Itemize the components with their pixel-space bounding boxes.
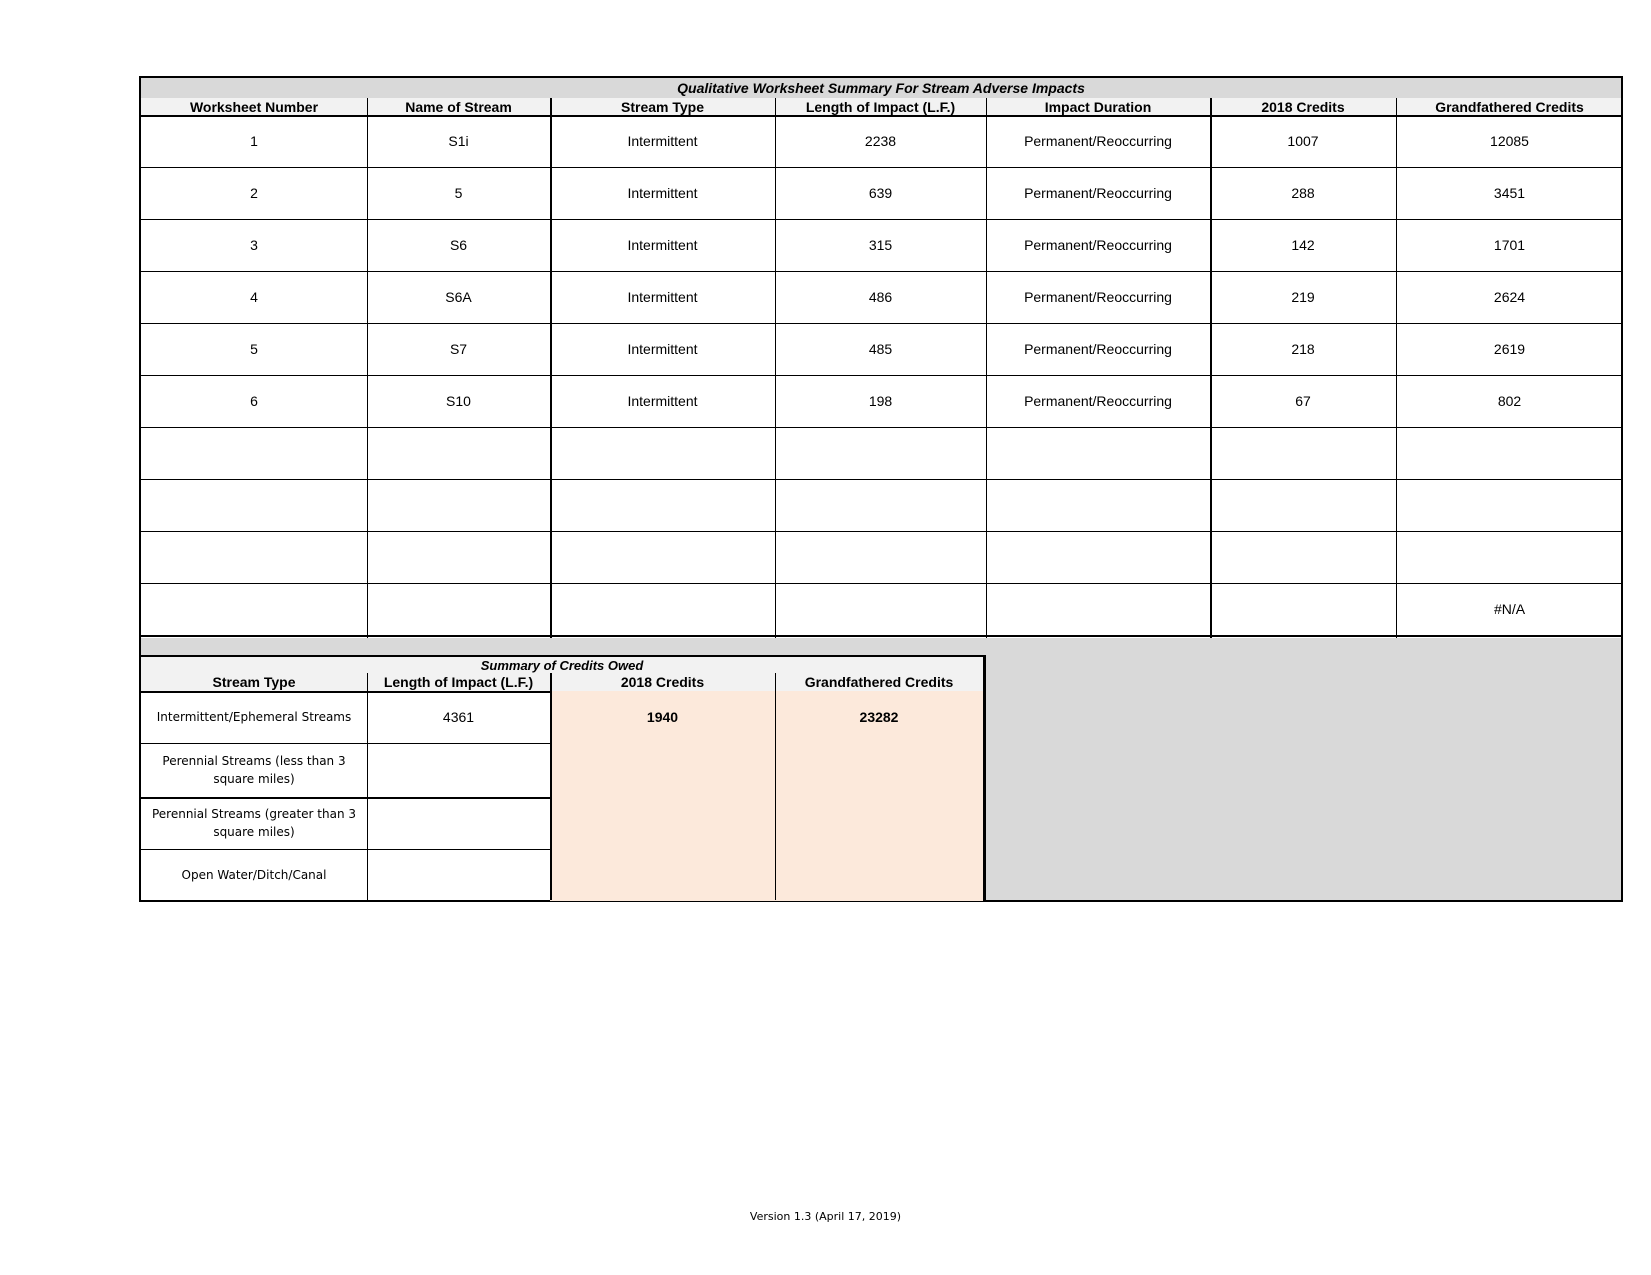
cell-grandfathered-credits <box>1396 427 1623 479</box>
header-name-of-stream: Name of Stream <box>405 98 512 115</box>
summary-cell-length: 4361 <box>442 709 475 725</box>
summary-row <box>141 849 983 901</box>
table-row <box>141 219 1621 271</box>
summary-cell-stream-type: Perennial Streams (greater than 3 square miles) <box>151 807 357 839</box>
header-stream-type: Stream Type <box>621 98 704 115</box>
cell-name-of-stream <box>367 427 550 479</box>
table-row <box>141 167 1621 219</box>
cell-name-of-stream <box>367 531 550 583</box>
cell-impact-duration <box>986 479 1210 531</box>
cell-worksheet-number: 4 <box>250 289 258 305</box>
summary-cell-grandfathered-credits <box>775 797 983 849</box>
cell-name-of-stream: S10 <box>446 393 471 409</box>
cell-impact-duration: Permanent/Reoccurring <box>1024 289 1172 305</box>
cell-length-of-impact <box>775 427 986 479</box>
cell-stream-type: Intermittent <box>627 237 698 253</box>
cell-grandfathered-credits: 3451 <box>1493 185 1526 201</box>
summary-cell-stream-type: Perennial Streams (less than 3 square miles) <box>162 754 346 786</box>
cell-grandfathered-credits <box>1396 531 1623 583</box>
cell-impact-duration: Permanent/Reoccurring <box>1024 393 1172 409</box>
cell-length-of-impact: 198 <box>868 393 893 409</box>
cell-length-of-impact: 315 <box>868 237 893 253</box>
summary-row <box>141 691 983 743</box>
cell-grandfathered-credits: 2619 <box>1493 341 1526 357</box>
header-length-of-impact: Length of Impact (L.F.) <box>805 98 956 115</box>
summary-cell-grandfathered-credits <box>775 849 983 901</box>
cell-length-of-impact <box>775 531 986 583</box>
summary-cell-length <box>367 849 550 901</box>
cell-name-of-stream: S6 <box>449 237 468 253</box>
table-row <box>141 115 1621 167</box>
cell-2018-credits: 67 <box>1295 393 1311 409</box>
cell-grandfathered-credits: 1701 <box>1493 237 1526 253</box>
cell-2018-credits <box>1210 531 1396 583</box>
summary-cell-2018-credits <box>550 743 775 797</box>
cell-stream-type <box>550 427 775 479</box>
cell-grandfathered-credits: 2624 <box>1493 289 1526 305</box>
cell-2018-credits <box>1210 479 1396 531</box>
table-row <box>141 271 1621 323</box>
cell-2018-credits <box>1210 427 1396 479</box>
cell-worksheet-number: 5 <box>250 341 258 357</box>
cell-2018-credits: 1007 <box>1287 133 1319 149</box>
table-header-row <box>141 98 1621 115</box>
summary-header-grandfathered: Grandfathered Credits <box>804 674 954 690</box>
table-row <box>141 479 1621 531</box>
cell-length-of-impact: 485 <box>868 341 893 357</box>
cell-grandfathered-credits: #N/A <box>1493 601 1526 617</box>
summary-cell-length <box>367 743 550 797</box>
cell-worksheet-number <box>141 479 367 531</box>
cell-stream-type <box>550 479 775 531</box>
cell-impact-duration: Permanent/Reoccurring <box>1024 341 1172 357</box>
cell-worksheet-number: 1 <box>250 133 258 149</box>
summary-cell-grandfathered-credits <box>775 743 983 797</box>
cell-grandfathered-credits <box>1396 479 1623 531</box>
header-worksheet-number: Worksheet Number <box>189 98 319 115</box>
cell-worksheet-number: 6 <box>250 393 258 409</box>
header-impact-duration: Impact Duration <box>1044 98 1152 115</box>
cell-impact-duration <box>986 427 1210 479</box>
summary-cell-2018-credits: 1940 <box>550 691 775 743</box>
header-2018-credits: 2018 Credits <box>1261 98 1345 115</box>
cell-worksheet-number: 2 <box>250 185 258 201</box>
cell-worksheet-number <box>141 427 367 479</box>
header-grandfathered-credits: Grandfathered Credits <box>1435 98 1584 115</box>
cell-length-of-impact: 2238 <box>864 133 897 149</box>
cell-name-of-stream: S1i <box>448 133 469 149</box>
worksheet-summary-table <box>139 76 1623 902</box>
summary-cell-2018-credits <box>550 797 775 849</box>
version-footer: Version 1.3 (April 17, 2019) <box>749 1210 902 1223</box>
cell-stream-type: Intermittent <box>627 133 698 149</box>
summary-cell-2018-credits <box>550 849 775 901</box>
cell-impact-duration: Permanent/Reoccurring <box>1024 133 1172 149</box>
cell-grandfathered-credits: 12085 <box>1490 133 1529 149</box>
cell-impact-duration <box>986 583 1210 635</box>
table-row <box>141 531 1621 583</box>
cell-impact-duration <box>986 531 1210 583</box>
cell-name-of-stream: S7 <box>449 341 468 357</box>
cell-2018-credits: 142 <box>1291 237 1315 253</box>
table-title: Qualitative Worksheet Summary For Stream Adverse Impacts <box>677 80 1085 96</box>
summary-title-row <box>141 657 983 673</box>
table-row <box>141 427 1621 479</box>
table-row <box>141 583 1621 635</box>
cell-name-of-stream: 5 <box>454 185 463 201</box>
cell-stream-type <box>550 531 775 583</box>
cell-length-of-impact: 486 <box>868 289 893 305</box>
cell-length-of-impact: 639 <box>868 185 893 201</box>
summary-row <box>141 743 983 797</box>
cell-2018-credits: 219 <box>1291 289 1315 305</box>
cell-name-of-stream <box>367 583 550 635</box>
cell-stream-type: Intermittent <box>627 393 698 409</box>
summary-cell-grandfathered-credits: 23282 <box>775 691 983 743</box>
summary-cell-stream-type: Open Water/Ditch/Canal <box>181 868 327 882</box>
cell-stream-type: Intermittent <box>627 185 698 201</box>
summary-header-2018-credits: 2018 Credits <box>620 674 705 690</box>
cell-worksheet-number <box>141 531 367 583</box>
summary-header-stream-type: Stream Type <box>212 674 296 690</box>
cell-2018-credits: 288 <box>1291 185 1315 201</box>
cell-length-of-impact <box>775 479 986 531</box>
cell-impact-duration: Permanent/Reoccurring <box>1024 185 1172 201</box>
cell-2018-credits: 218 <box>1291 341 1315 357</box>
cell-length-of-impact <box>775 583 986 635</box>
cell-name-of-stream: S6A <box>445 289 472 305</box>
table-row <box>141 375 1621 427</box>
summary-header-row <box>141 673 983 691</box>
summary-row <box>141 797 983 849</box>
cell-2018-credits <box>1210 583 1396 635</box>
cell-stream-type: Intermittent <box>627 341 698 357</box>
cell-stream-type <box>550 583 775 635</box>
cell-stream-type: Intermittent <box>627 289 698 305</box>
summary-header-length: Length of Impact (L.F.) <box>383 674 534 690</box>
table-row <box>141 323 1621 375</box>
cell-worksheet-number <box>141 583 367 635</box>
summary-cell-length <box>367 797 550 849</box>
table-title-row <box>141 78 1621 98</box>
cell-worksheet-number: 3 <box>250 237 258 253</box>
summary-cell-stream-type: Intermittent/Ephemeral Streams <box>156 710 352 724</box>
cell-impact-duration: Permanent/Reoccurring <box>1024 237 1172 253</box>
cell-name-of-stream <box>367 479 550 531</box>
summary-title: Summary of Credits Owed <box>480 657 644 673</box>
summary-table <box>141 655 986 900</box>
cell-grandfathered-credits: 802 <box>1497 393 1522 409</box>
